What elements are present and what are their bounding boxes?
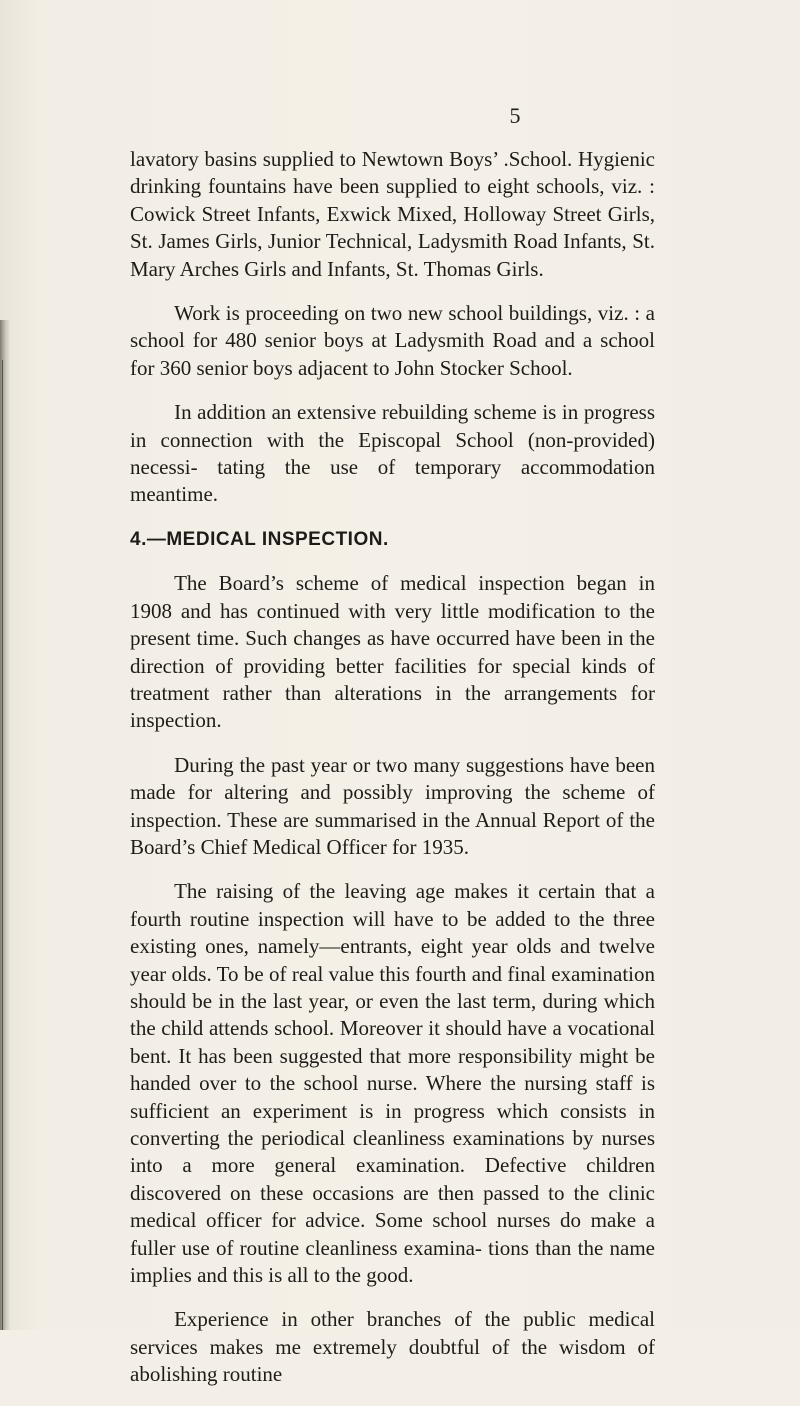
- paragraph-board-scheme: The Board’s scheme of medical inspection began in 1908 and has continued with very little modification to the present time. Such changes as have occurred have been in the direction of providing better facilities for special kinds of treatment rather than alterations in the arrangements for inspection.: [130, 571, 655, 733]
- page-binding-edge: [2, 360, 3, 1330]
- paragraph-leaving-age: The raising of the leaving age makes it certain that a fourth routine inspection will have to be added to the three existing ones, namely—entrants, eight year olds and twelve year olds. To be of real value this fourth and final examination should be in the last year, or even the last term, during which the child attends school. Moreover it should have a vocational bent. It has been suggested that more responsibility might be handed over to the school nurse. Where the nursing staff is sufficient an experiment is in progress which consists in converting the periodical cleanliness examinations by nurses into a more general examination. Defective children discovered on these occasions are then passed to the clinic medical officer for advice. Some school nurses do make a fuller use of routine cleanliness examina- tions than the name implies and this is all to the good.: [130, 879, 655, 1288]
- section-heading-medical-inspection: 4.—MEDICAL INSPECTION.: [130, 528, 389, 550]
- paragraph-suggestions: During the past year or two many suggestions have been made for altering and possibly improving the scheme of inspection. These are summarised in the Annual Report of the Board’s Chief Medical Officer for 1935.: [130, 752, 655, 859]
- paragraph-continuation: lavatory basins supplied to Newtown Boys’ .School. Hygienic drinking fountains have been supplied to eight schools, viz. : Cowick Street Infants, Exwick Mixed, Holloway Street Girls, St. James Girls, Junior Technical, Ladysmith Road Infants, St. Mary Arches Girls and Infants, St. Thomas Girls.: [130, 147, 655, 281]
- page-number: 5: [509, 103, 521, 128]
- paragraph-new-buildings: Work is proceeding on two new school buildings, viz. : a school for 480 senior boys at Ladysmith Road and a school for 360 senior boys adjacent to John Stocker School.: [130, 301, 655, 380]
- paragraph-rebuilding-scheme: In addition an extensive rebuilding scheme is in progress in connection with the Episcopal School (non-provided) necessi- tating the use of temporary accommodation meantime.: [130, 400, 655, 507]
- page-body: [130, 146, 655, 1406]
- paragraph-experience: Experience in other branches of the public medical services makes me extremely doubtful of the wisdom of abolishing routine: [130, 1307, 655, 1387]
